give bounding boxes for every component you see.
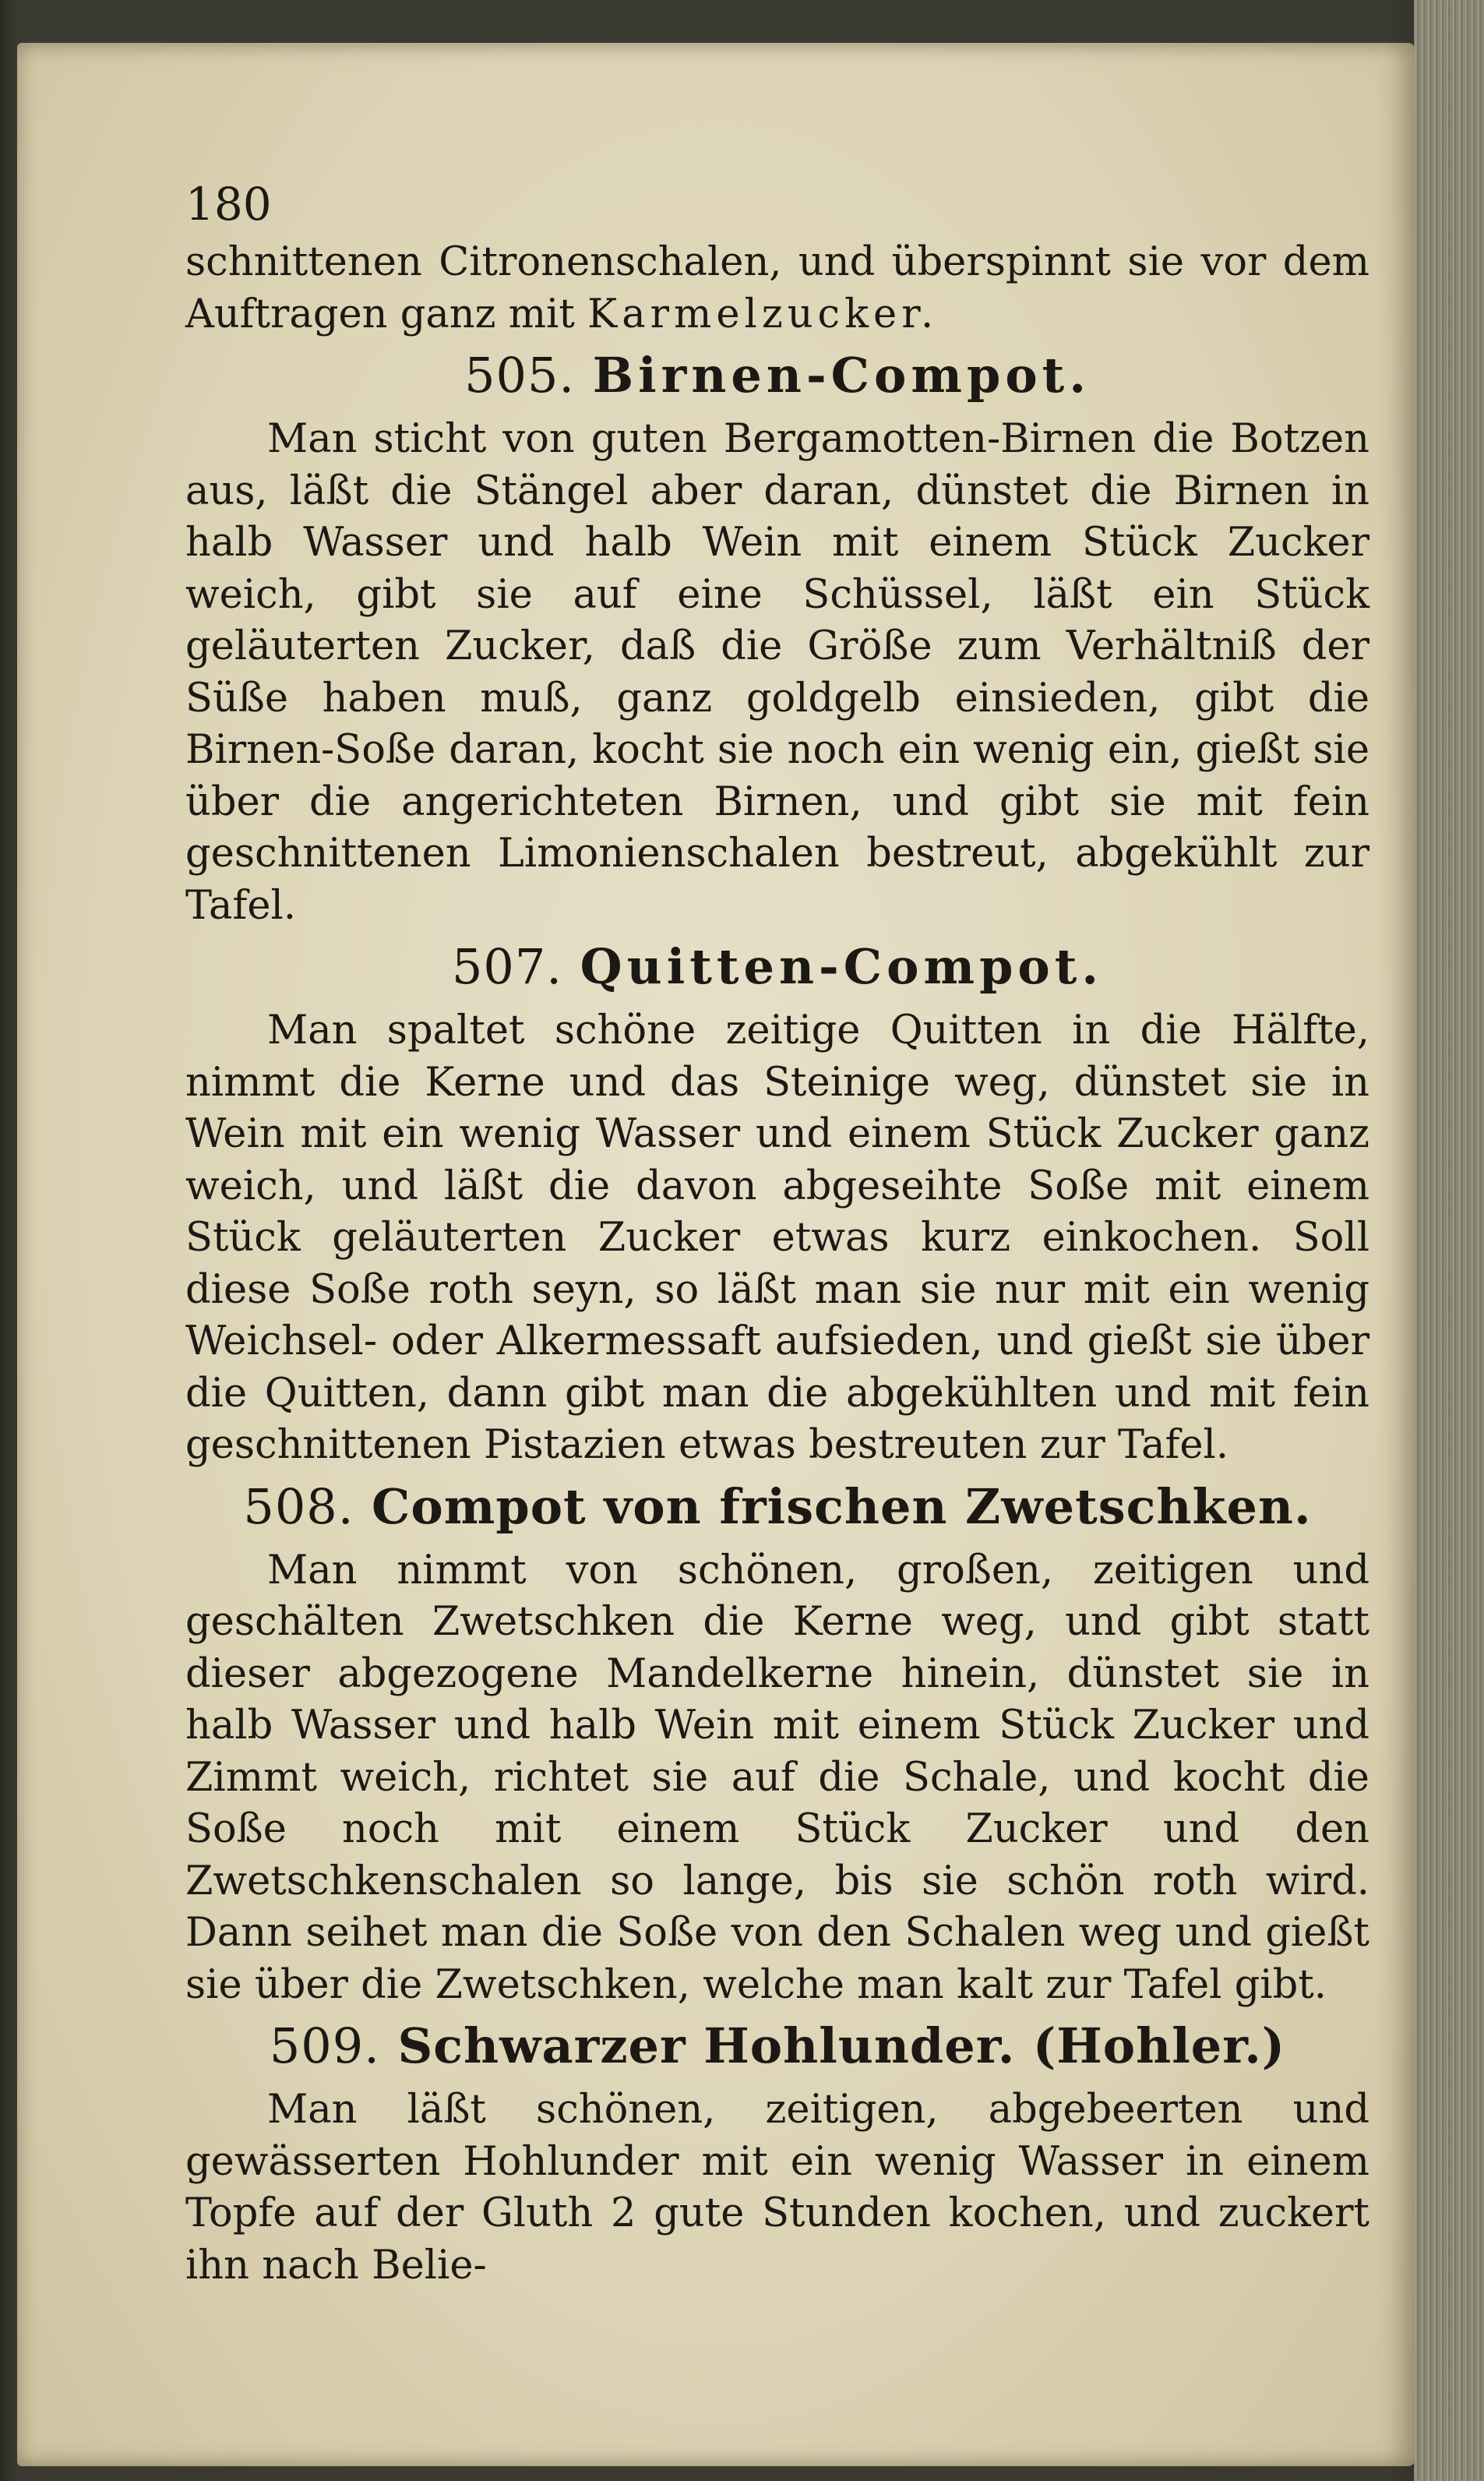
recipe-body-508: Man nimmt von schönen, großen, zeitigen und geschälten Zwetschken die Kerne weg, und gibt statt dieser abgezogene Mandelkerne hinein, dünstet sie in halb Wasser und halb Wein mit einem Stück Zucker und Zimmt weich, richtet sie auf die Schale, und kocht die Soße noch mit einem Stück Zucker und den Zwetschkenschalen so lange, bis sie schön roth wird. Dann seihet man die Soße von den Schalen weg und gießt sie über die Zwetschken, welche man kalt zur Tafel gibt.: [185, 1547, 1369, 2008]
page-number: 180: [185, 178, 272, 231]
recipe-number: 509.: [269, 2017, 380, 2074]
recipe-heading-509: [185, 2017, 1369, 2075]
carryover-paragraph: [185, 237, 1369, 341]
recipe-title: Birnen-Compot.: [592, 347, 1091, 404]
recipe-heading-508: [185, 1478, 1369, 1536]
recipe-heading-507: [185, 938, 1369, 996]
recipe-number: 507.: [451, 938, 563, 995]
page-fore-edge: [1414, 0, 1484, 2481]
carryover-emphasis: Karmelzucker.: [587, 291, 939, 337]
recipe-number: 508.: [243, 1477, 354, 1535]
recipe-title: Schwarzer Hohlunder. (Hohler.): [397, 2017, 1286, 2074]
recipe-heading-505: [185, 347, 1369, 404]
page-text: [185, 179, 1369, 2292]
recipe-number: 505.: [464, 347, 576, 404]
recipe-title: Quitten-Compot.: [580, 938, 1104, 995]
recipe-title: Compot von frischen Zwetschken.: [372, 1477, 1312, 1535]
recipe-body-507: Man spaltet schöne zeitige Quitten in die Hälfte, nimmt die Kerne und das Steinige weg, dünstet sie in Wein mit ein wenig Wasser und einem Stück Zucker ganz weich, und läßt die davon abgeseihte Soße mit einem Stück geläuterten Zucker etwas kurz einkochen. Soll diese Soße roth seyn, so läßt man sie nur mit ein wenig Weichsel- oder Alkermessaft aufsieden, und gießt sie über die Quitten, dann gibt man die abgekühlten und mit fein geschnittenen Pistazien etwas bestreuten zur Tafel.: [185, 1008, 1369, 1468]
recipe-body-505: Man sticht von guten Bergamotten-Birnen die Botzen aus, läßt die Stängel aber daran, dünstet die Birnen in halb Wasser und halb Wein mit einem Stück Zucker weich, gibt sie auf eine Schüssel, läßt ein Stück geläuterten Zucker, daß die Größe zum Verhältniß der Süße haben muß, ganz goldgelb einsieden, gibt die Birnen-Soße daran, kocht sie noch ein wenig ein, gießt sie über die angerichteten Birnen, und gibt sie mit fein geschnittenen Limonienschalen bestreut, abgekühlt zur Tafel.: [185, 416, 1369, 929]
recipe-body-509: Man läßt schönen, zeitigen, abgebeerten und gewässerten Hohlunder mit ein wenig Wasser in einem Topfe auf der Gluth 2 gute Stunden kochen, und zuckert ihn nach Belie-: [185, 2087, 1369, 2289]
carryover-text: schnittenen Citronenschalen, und überspinnt sie vor dem Auftragen ganz mit: [185, 239, 1369, 337]
